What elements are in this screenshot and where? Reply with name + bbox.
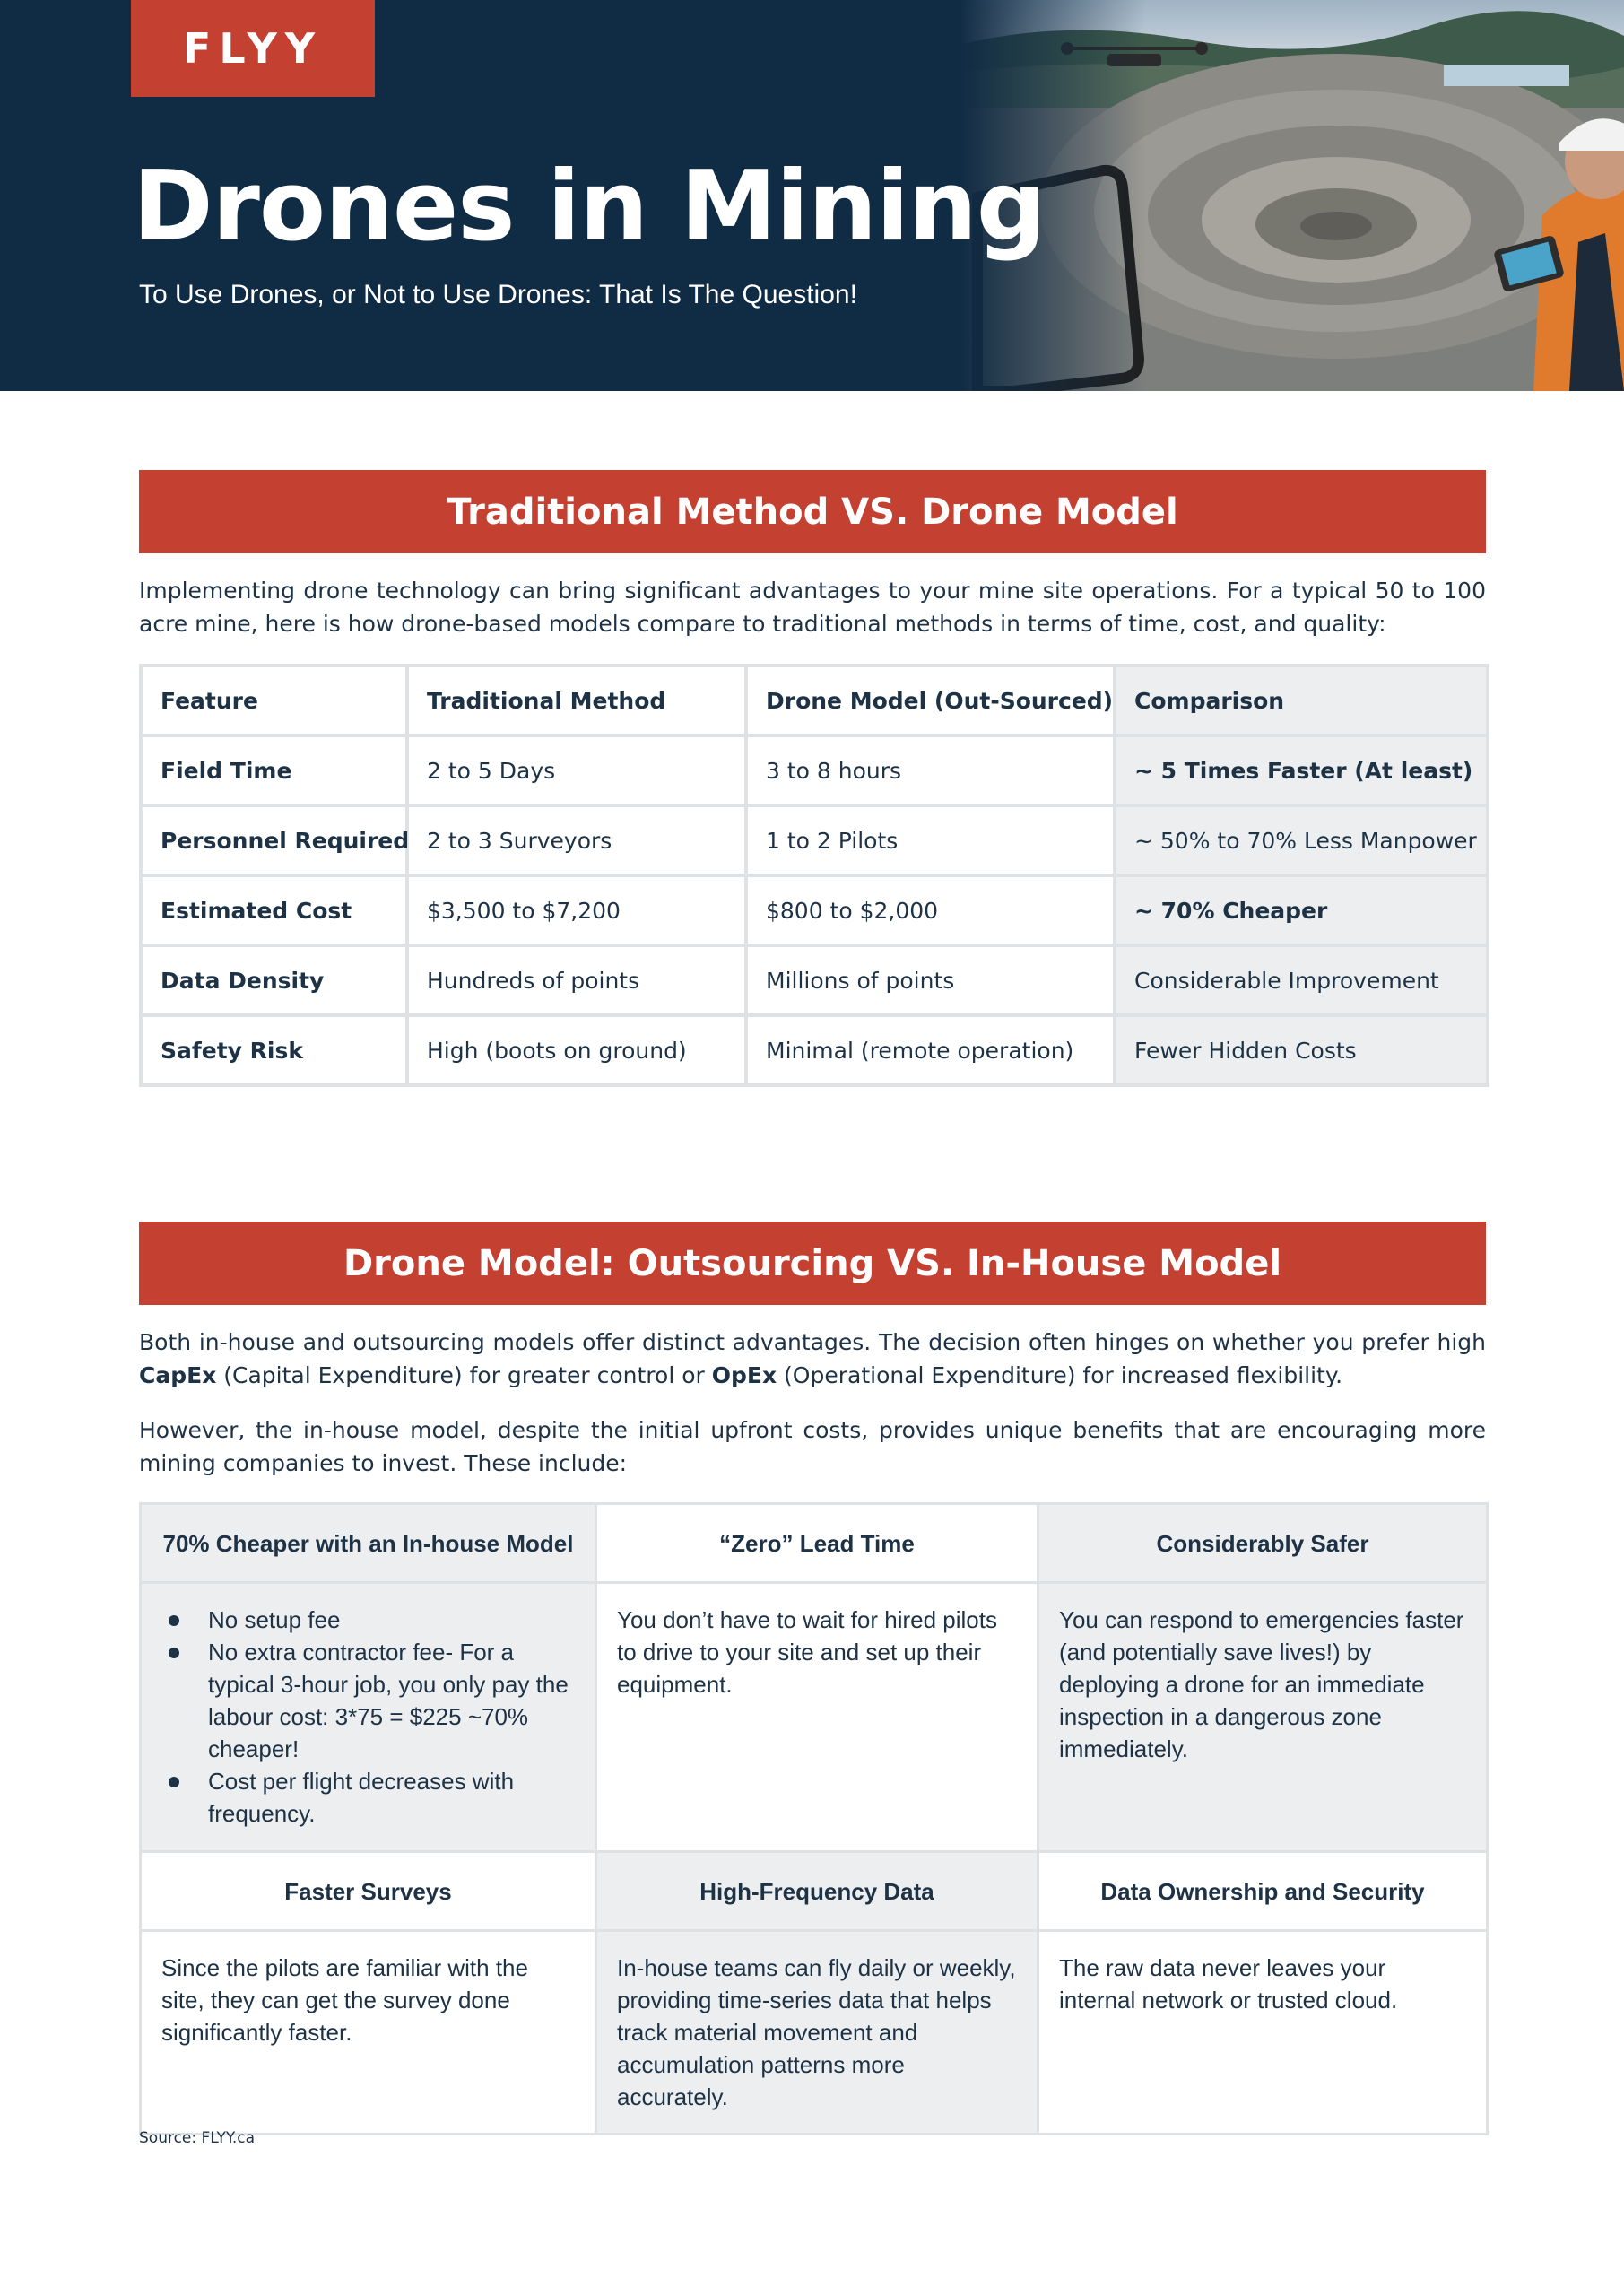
traditional-cell: 2 to 5 Days: [407, 735, 746, 805]
benefits-header-row: [141, 1852, 1488, 1931]
header-cell: Traditional Method: [407, 665, 746, 735]
header-cell: Drone Model (Out-Sourced): [746, 665, 1115, 735]
feature-cell: Estimated Cost: [141, 875, 407, 945]
logo-text: FLYY: [182, 24, 324, 73]
section2-heading: Drone Model: Outsourcing VS. In-House Model: [139, 1222, 1486, 1305]
feature-cell: Personnel Required: [141, 805, 407, 875]
benefit-body-ownership: The raw data never leaves your internal network or trusted cloud.: [1038, 1931, 1488, 2135]
intro-text: (Capital Expenditure) for greater control or: [216, 1362, 712, 1388]
table-row: [141, 1015, 1488, 1085]
section2-intro: [139, 1326, 1486, 1392]
benefit-title-faster: Faster Surveys: [141, 1852, 596, 1931]
opex-term: OpEx: [711, 1362, 777, 1388]
drone-cell: Millions of points: [746, 945, 1115, 1015]
header-cell: Feature: [141, 665, 407, 735]
comparison-cell: Considerable Improvement: [1115, 945, 1488, 1015]
section1-heading: Traditional Method VS. Drone Model: [139, 470, 1486, 553]
benefits-header-row: [141, 1504, 1488, 1583]
hero-header: [0, 0, 1624, 391]
benefit-body-frequency: In-house teams can fly daily or weekly, providing time-series data that helps track material movement and accumulation patterns more accurately.: [596, 1931, 1038, 2135]
comparison-cell: ~ 50% to 70% Less Manpower: [1115, 805, 1488, 875]
drone-cell: $800 to $2,000: [746, 875, 1115, 945]
benefits-grid: [139, 1502, 1489, 2135]
benefit-title-frequency: High-Frequency Data: [596, 1852, 1038, 1931]
benefit-title-ownership: Data Ownership and Security: [1038, 1852, 1488, 1931]
intro-text: (Operational Expenditure) for increased flexibility.: [777, 1362, 1343, 1388]
benefit-body-safer: You can respond to emergencies faster (and potentially save lives!) by deploying a drone for an immediate inspection in a dangerous zone immediately.: [1038, 1583, 1488, 1852]
section2-intro2: However, the in-house model, despite the initial upfront costs, provides unique benefits that are encouraging more mining companies to invest. These include:: [139, 1417, 1486, 1476]
benefits-body-row: [141, 1931, 1488, 2135]
page-subtitle: To Use Drones, or Not to Use Drones: That Is The Question!: [139, 280, 857, 309]
traditional-cell: $3,500 to $7,200: [407, 875, 746, 945]
comparison-cell: ~ 5 Times Faster (At least): [1115, 735, 1488, 805]
capex-term: CapEx: [139, 1362, 217, 1388]
benefit-bullet-list: [161, 1604, 575, 1830]
intro-text: Both in-house and outsourcing models offer distinct advantages. The decision often hinges on whether you prefer high: [139, 1329, 1486, 1355]
table-header-row: [141, 665, 1488, 735]
benefit-title-lead-time: “Zero” Lead Time: [596, 1504, 1038, 1583]
list-item-text: No extra contractor fee- For a typical 3-hour job, you only pay the labour cost: 3*75 = $225 ~70% cheaper!: [208, 1639, 569, 1762]
table-row: [141, 945, 1488, 1015]
table-row: [141, 805, 1488, 875]
section1-intro: Implementing drone technology can bring significant advantages to your mine site operations. For a typical 50 to 100 acre mine, here is how drone-based models compare to traditional methods in terms of time, cost, and quality:: [139, 578, 1486, 637]
traditional-cell: High (boots on ground): [407, 1015, 746, 1085]
list-item-text: No setup fee: [208, 1606, 341, 1633]
comparison-table: [139, 664, 1489, 1087]
benefit-title-safer: Considerably Safer: [1038, 1504, 1488, 1583]
comparison-cell: ~ 70% Cheaper: [1115, 875, 1488, 945]
list-item: [169, 1765, 575, 1830]
drone-cell: 1 to 2 Pilots: [746, 805, 1115, 875]
benefits-body-row: [141, 1583, 1488, 1852]
list-item: [169, 1604, 575, 1636]
benefit-title-cheaper: 70% Cheaper with an In-house Model: [141, 1504, 596, 1583]
page-title: Drones in Mining: [133, 151, 1046, 263]
benefit-body-cheaper: [141, 1583, 596, 1852]
drone-cell: 3 to 8 hours: [746, 735, 1115, 805]
header-cell: Comparison: [1115, 665, 1488, 735]
benefit-body-faster: Since the pilots are familiar with the site, they can get the survey done significantly faster.: [141, 1931, 596, 2135]
list-item-text: Cost per flight decreases with frequency.: [208, 1768, 515, 1827]
bullet-icon: [169, 1615, 179, 1626]
source-note: Source: FLYY.ca: [139, 2129, 256, 2147]
list-item: [169, 1636, 575, 1765]
drone-cell: Minimal (remote operation): [746, 1015, 1115, 1085]
bullet-icon: [169, 1648, 179, 1658]
feature-cell: Field Time: [141, 735, 407, 805]
bullet-icon: [169, 1777, 179, 1787]
benefit-body-lead-time: You don’t have to wait for hired pilots to drive to your site and set up their equipment.: [596, 1583, 1038, 1852]
comparison-cell: Fewer Hidden Costs: [1115, 1015, 1488, 1085]
feature-cell: Safety Risk: [141, 1015, 407, 1085]
flyy-logo[interactable]: [131, 0, 375, 97]
traditional-cell: 2 to 3 Surveyors: [407, 805, 746, 875]
feature-cell: Data Density: [141, 945, 407, 1015]
table-row: [141, 875, 1488, 945]
table-row: [141, 735, 1488, 805]
mining-drone-photo: [960, 0, 1624, 391]
traditional-cell: Hundreds of points: [407, 945, 746, 1015]
